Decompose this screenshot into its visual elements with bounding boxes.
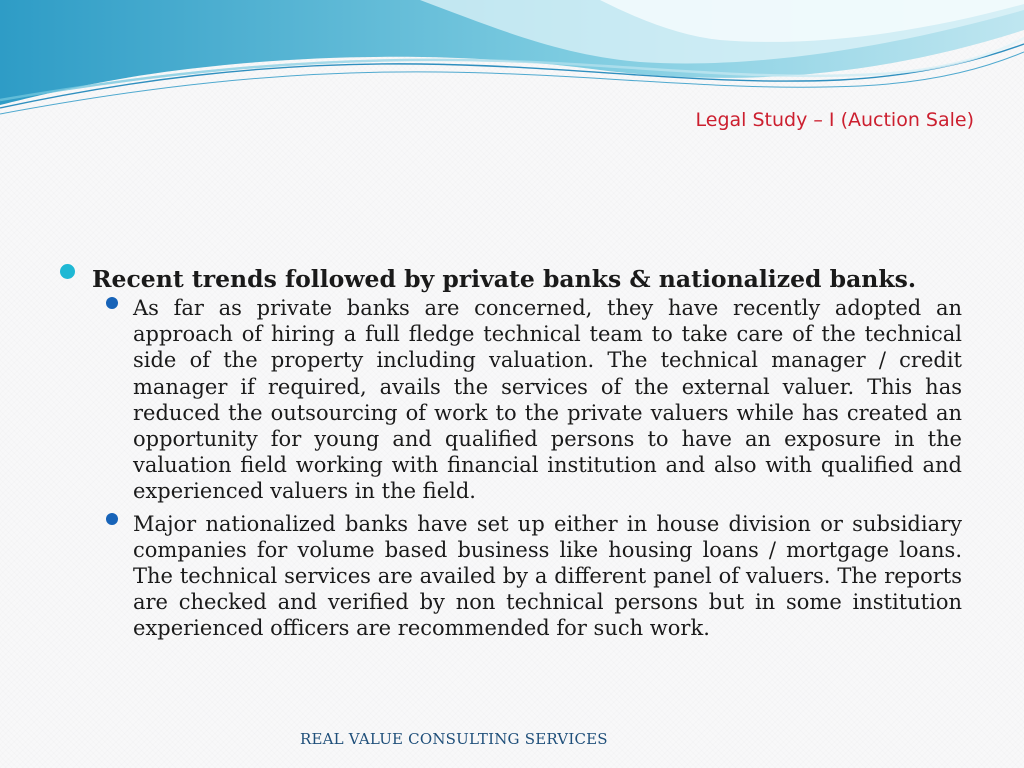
level2-bullet-icon xyxy=(106,513,118,525)
footer-company-name: REAL VALUE CONSULTING SERVICES xyxy=(300,730,608,748)
sub-bullet-nationalized-banks xyxy=(133,511,964,642)
sub-bullet-private-banks xyxy=(133,295,964,505)
slide-title: Legal Study – I (Auction Sale) xyxy=(695,109,974,131)
point-nationalized-banks: Major nationalized banks have set up either in house division or subsidiary companies for volume based business like housing loans / mortgage loans. The technical services are availed by a different panel of valuers. The reports are checked and verified by non technical persons but in some institution experienced officers are recommended for such work. xyxy=(133,511,962,641)
level1-bullet-icon xyxy=(60,264,75,279)
main-heading: Recent trends followed by private banks & nationalized banks. xyxy=(92,265,917,293)
slide-content xyxy=(60,263,964,642)
point-private-banks: As far as private banks are concerned, they have recently adopted an approach of hiring a full fledge technical team to take care of the technical side of the property including valuation. The technical manager / credit manager if required, avails the services of the external valuer. This has reduced the outsourcing of work to the private valuers while has created an opportunity for young and qualified persons to have an exposure in the valuation field working with financial institution and also with qualified and experienced valuers in the field. xyxy=(133,296,962,504)
level2-bullet-icon xyxy=(106,297,118,309)
main-bullet xyxy=(60,263,964,295)
